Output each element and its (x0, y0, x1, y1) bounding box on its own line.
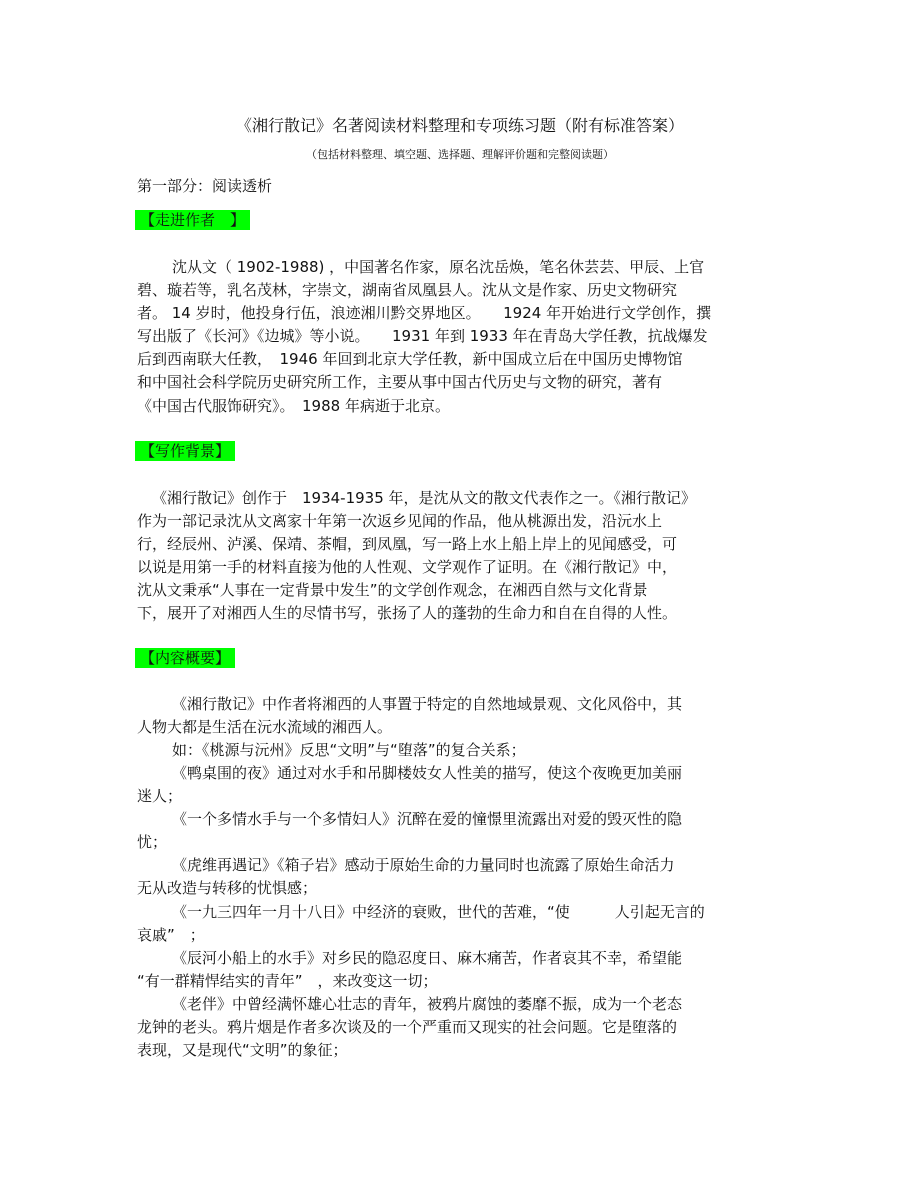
summary-line: 无从改造与转移的忧惧感； (137, 879, 318, 897)
background-line: 行，经辰州、泸溪、保靖、茶帽，到凤凰，写一路上水上船上岸上的见闻感受，可 (137, 535, 678, 553)
author-line: 沈从文（ 1902-1988) ，中国著名作家，原名沈岳焕，笔名休芸芸、甲辰、上官 (172, 258, 705, 276)
author-line: 碧、璇若等，乳名茂林，字崇文，湖南省凤凰县人。沈从文是作家、历史文物研究 (137, 281, 678, 299)
summary-line: 忧； (137, 833, 168, 851)
section-tag-author: 【走进作者 】 (135, 210, 250, 230)
author-line: 写出版了《长河》《边城》等小说。 1931 年到 1933 年在青岛大学任教，抗战爆发 (137, 327, 708, 345)
summary-line: 人物大都是生活在沅水流域的湘西人。 (137, 718, 393, 736)
document-title: 《湘行散记》名著阅读材料整理和专项练习题（附有标准答案） (235, 116, 684, 135)
summary-line: 《鸭桌围的夜》通过对水手和吊脚楼妓女人性美的描写，使这个夜晚更加美丽 (172, 764, 683, 782)
summary-line: “有一群精悍结实的青年” ，来改变这一切； (137, 972, 438, 990)
summary-line: 哀戚” ； (137, 926, 205, 944)
part-heading: 第一部分：阅读透析 (137, 177, 273, 195)
summary-line: 《辰河小船上的水手》对乡民的隐忍度日、麻木痛苦，作者哀其不幸，希望能 (172, 949, 683, 967)
background-line: 以说是用第一手的材料直接为他的人性观、文学观作了证明。在《湘行散记》中， (137, 558, 678, 576)
summary-line: 《虎维再遇记》《箱子岩》感动于原始生命的力量同时也流露了原始生命活力 (172, 856, 675, 874)
summary-line: 表现，又是现代“文明”的象征； (137, 1041, 348, 1059)
background-line: 《湘行散记》创作于 1934-1935 年，是沈从文的散文代表作之一。《湘行散记》 (152, 489, 697, 507)
author-line: 《中国古代服饰研究》。 1988 年病逝于北京。 (137, 397, 450, 415)
author-line: 者。 14 岁时，他投身行伍，浪迹湘川黔交界地区。 1924 年开始进行文学创作，撰 (137, 304, 712, 322)
author-line: 后到西南联大任教， 1946 年回到北京大学任教，新中国成立后在中国历史博物馆 (137, 350, 683, 368)
background-line: 作为一部记录沈从文离家十年第一次返乡见闻的作品，他从桃源出发，沿沅水上 (137, 512, 663, 530)
summary-line: 《一个多情水手与一个多情妇人》沉醉在爱的憧憬里流露出对爱的毁灭性的隐 (172, 810, 683, 828)
summary-line: 龙钟的老头。鸦片烟是作者多次谈及的一个严重而又现实的社会问题。它是堕落的 (137, 1018, 678, 1036)
summary-line: 《湘行散记》中作者将湘西的人事置于特定的自然地域景观、文化风俗中，其 (172, 695, 683, 713)
background-line: 下，展开了对湘西人生的尽情书写，张扬了人的蓬勃的生命力和自在自得的人性。 (137, 604, 678, 622)
summary-line: 如：《桃源与沅州》反思“文明”与“堕落”的复合关系； (172, 741, 526, 759)
summary-line: 《一九三四年一月十八日》中经济的衰败，世代的苦难，“使 人引起无言的 (172, 903, 705, 921)
author-line: 和中国社会科学院历史研究所工作，主要从事中国古代历史与文物的研究，著有 (137, 373, 663, 391)
section-tag-summary: 【内容概要】 (135, 648, 235, 668)
document-subtitle: （包括材料整理、填空题、选择题、理解评价题和完整阅读题） (306, 148, 614, 161)
summary-line: 迷人； (137, 787, 183, 805)
summary-line: 《老伴》中曾经满怀雄心壮志的青年，被鸦片腐蚀的萎靡不振，成为一个老态 (172, 995, 683, 1013)
section-tag-background: 【写作背景】 (135, 441, 235, 461)
background-line: 沈从文秉承“人事在一定背景中发生”的文学创作观念，在湘西自然与文化背景 (137, 581, 648, 599)
